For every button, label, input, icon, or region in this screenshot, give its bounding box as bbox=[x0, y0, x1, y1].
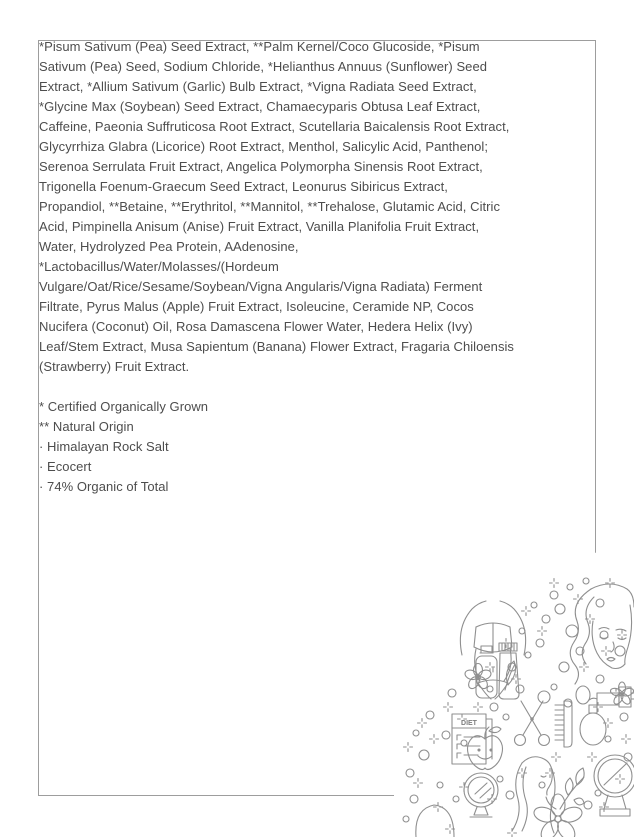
note-organic-percent: · 74% Organic of Total bbox=[39, 479, 169, 494]
beauty-illustration bbox=[394, 547, 634, 837]
note-certified-organic: * Certified Organically Grown bbox=[39, 399, 209, 414]
note-ecocert: · Ecocert bbox=[39, 459, 92, 474]
footnotes bbox=[39, 397, 517, 497]
note-natural-origin: ** Natural Origin bbox=[39, 419, 134, 434]
note-himalayan-rock-salt: · Himalayan Rock Salt bbox=[39, 439, 169, 454]
diet-label: DIET bbox=[461, 720, 477, 727]
label-content bbox=[39, 37, 517, 497]
ingredients-text: *Pisum Sativum (Pea) Seed Extract, **Palm Kernel/Coco Glucoside, *Pisum Sativum (Pea) Seed, Sodium Chloride, *Helianthus Annuus (Sunflower) Seed Extract, *Allium Sativum (Garlic) Bulb Extract, *Vigna Radiata Seed Extract, *Glycine Max (Soybean) Seed Extract, Chamaecyparis Obtusa Leaf Extract, Caffeine, Paeonia Suffruticosa Root Extract, Scutellaria Baicalensis Root Extract, Glycyrrhiza Glabra (Licorice) Root Extract, Menthol, Salicylic Acid, Panthenol; Serenoa Serrulata Fruit Extract, Angelica Polymorpha Sinensis Root Extract, Trigonella Foenum-Graecum Seed Extract, Leonurus Sibiricus Extract, Propandiol, **Betaine, **Erythritol, **Mannitol, **Trehalose, Glutamic Acid, Citric Acid, Pimpinella Anisum (Anise) Fruit Extract, Vanilla Planifolia Fruit Extract, Water, Hydrolyzed Pea Protein, AAdenosine, *Lactobacillus/Water/Molasses/(Hordeum Vulgare/Oat/Rice/Sesame/Soybean/Vigna Angularis/Vigna Radiata) Ferment Filtrate, Pyrus Malus (Apple) Fruit Extract, Isoleucine, Ceramide NP, Cocos Nucifera (Coconut) Oil, Rosa Damascena Flower Water, Hedera Helix (Ivy) Leaf/Stem Extract, Musa Sapientum (Banana) Flower Extract, Fragaria Chiloensis (Strawberry) Fruit Extract. bbox=[39, 39, 514, 374]
